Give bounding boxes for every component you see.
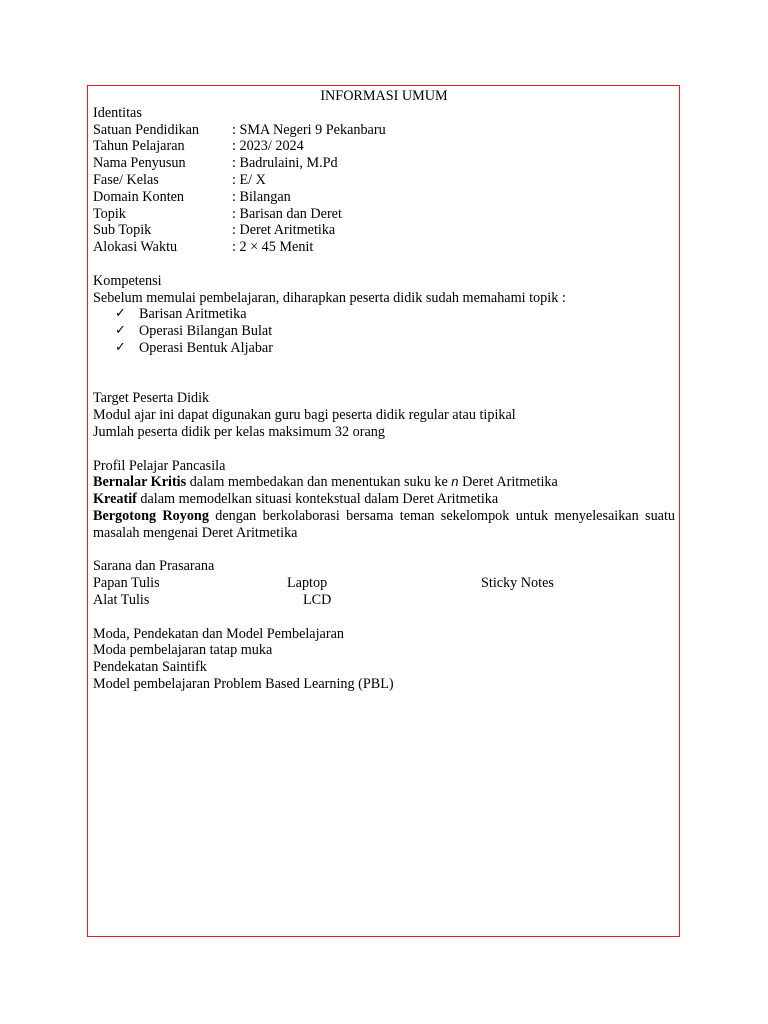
check-icon: ✓ [115,323,126,339]
moda-line: Pendekatan Saintifk [93,659,207,676]
profil-item-bernalar-kritis [93,474,675,491]
row-value: : Bilangan [232,188,291,205]
sarana-item: LCD [303,591,332,608]
kompetensi-intro: Sebelum memulai pembelajaran, diharapkan peserta didik sudah memahami topik : [93,289,566,306]
profil-keyword: Kreatif [93,491,137,508]
profil-item-kreatif [93,491,675,508]
identitas-row [93,239,675,256]
row-label: Satuan Pendidikan [93,121,199,138]
spacer [93,256,675,273]
spacer [93,609,675,626]
profil-item-bergotong-royong [93,508,675,542]
spacer [93,441,675,458]
check-icon: ✓ [115,306,126,322]
row-label: Domain Konten [93,188,185,205]
moda-line: Model pembelajaran Problem Based Learning (PBL) [93,675,394,692]
identitas-row [93,206,675,223]
moda-heading: Moda, Pendekatan dan Model Pembelajaran [93,625,344,642]
spacer [93,357,675,391]
checklist-label: Operasi Bentuk Aljabar [139,339,273,356]
profil-keyword: Bergotong Royong [93,507,209,524]
profil-text: dalam membedakan dan menentukan suku ke [186,474,452,491]
row-label: Tahun Pelajaran [93,138,185,155]
profil-keyword: Bernalar Kritis [93,474,187,491]
row-value: : E/ X [232,171,266,188]
row-label: Fase/ Kelas [93,171,159,188]
sarana-heading: Sarana dan Prasarana [93,558,215,575]
row-value: : Deret Aritmetika [232,222,336,239]
identitas-heading: Identitas [93,104,142,121]
profil-text-end: Deret Aritmetika [458,474,558,491]
check-icon: ✓ [115,339,126,355]
sarana-item: Sticky Notes [481,575,554,592]
checklist-item [93,306,675,323]
checklist-label: Operasi Bilangan Bulat [139,323,273,340]
document-title: INFORMASI UMUM [320,88,448,104]
identitas-row [93,222,675,239]
profil-heading: Profil Pelajar Pancasila [93,457,226,474]
checklist-label: Barisan Aritmetika [139,306,247,323]
row-label: Alokasi Waktu [93,239,178,256]
sarana-item: Alat Tulis [93,591,150,608]
moda-line: Moda pembelajaran tatap muka [93,642,273,659]
row-value: : 2023/ 2024 [232,138,304,155]
sarana-item: Laptop [287,575,328,592]
row-value: : Badrulaini, M.Pd [232,155,338,172]
row-value: : 2 × 45 Menit [232,239,314,256]
identitas-row [93,138,675,155]
profil-text: dalam memodelkan situasi kontekstual dalam Deret Aritmetika [136,491,499,508]
row-value: : SMA Negeri 9 Pekanbaru [232,121,386,138]
row-label: Nama Penyusun [93,155,186,172]
identitas-row [93,122,675,139]
target-line: Jumlah peserta didik per kelas maksimum 32 orang [93,423,385,440]
kompetensi-heading: Kompetensi [93,272,162,289]
checklist-item [93,323,675,340]
sarana-row [93,592,675,609]
identitas-row [93,172,675,189]
row-label: Topik [93,205,126,222]
identitas-row [93,155,675,172]
target-line: Modul ajar ini dapat digunakan guru bagi peserta didik regular atau tipikal [93,407,516,424]
spacer [93,542,675,559]
sarana-row [93,575,675,592]
checklist-item [93,340,675,357]
math-variable: n [451,474,459,490]
profil-text: dengan berkolaborasi bersama teman sekelompok untuk menyelesaikan suatu masalah mengenai Deret Aritmetika [93,507,675,541]
row-value: : Barisan dan Deret [232,205,342,222]
document-content [93,88,675,693]
target-heading: Target Peserta Didik [93,390,210,407]
row-label: Sub Topik [93,222,152,239]
identitas-row [93,189,675,206]
sarana-item: Papan Tulis [93,575,160,592]
